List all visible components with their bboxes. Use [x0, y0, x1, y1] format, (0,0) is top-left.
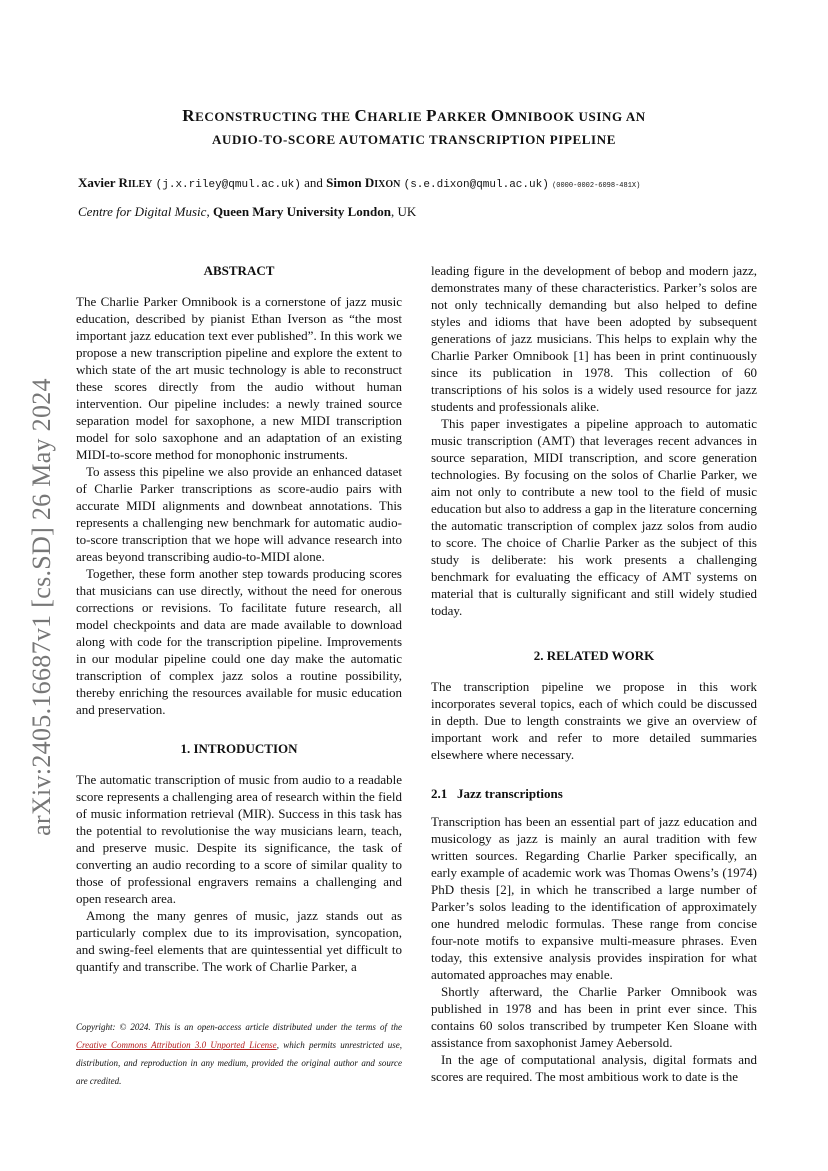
- title-line-1: RECONSTRUCTING THE CHARLIE PARKER OMNIBOOK USING AN: [182, 106, 646, 125]
- author-1-name: Xavier RILEY: [78, 175, 153, 190]
- arxiv-stamp-text: arXiv:2405.16687v1 [cs.SD] 26 May 2024: [27, 378, 57, 836]
- related-work-paragraph-1: The transcription pipeline we propose in this work incorporates several topics, each of which could be discussed in depth. Due to length constraints we give an overview of important work and refer to more detailed summaries elsewhere where necessary.: [431, 679, 757, 762]
- arxiv-stamp: [22, 357, 62, 857]
- jazz-transcriptions-heading: 2.1 Jazz transcriptions: [431, 786, 563, 801]
- introduction-heading: 1. INTRODUCTION: [180, 741, 298, 756]
- paper-title: [76, 104, 752, 151]
- license-link[interactable]: Creative Commons Attribution 3.0 Unported License: [76, 1040, 277, 1050]
- abstract-paragraph-2: To assess this pipeline we also provide an enhanced dataset of Charlie Parker transcriptions as score-audio pairs with accurate MIDI alignments and downbeat annotations. This represents a challenging new benchmark for automatic audio-to-score transcription that we hope will advance research into areas beyond transcribing audio-to-MIDI alone.: [76, 464, 402, 564]
- affiliation: Centre for Digital Music, Queen Mary University London, UK: [78, 204, 417, 219]
- intro-paragraph-1: The automatic transcription of music from audio to a readable score represents a challenging area of research within the field of music information retrieval (MIR). Success in this task has the potential to revolutionise the way musicians learn, teach, and preserve music. Despite its significance, the task of converting an audio recording to a score of similar quality to those of professional engravers remains a challenging and open research area.: [76, 772, 402, 906]
- author-1-email[interactable]: (j.x.riley@qmul.ac.uk): [155, 179, 301, 191]
- left-column: [76, 262, 402, 975]
- intro-paragraph-2: Among the many genres of music, jazz stands out as particularly complex due to its improvisation, syncopation, and swing-feel elements that are quintessential yet difficult to quantify and transcribe. The work of Charlie Parker, a: [76, 908, 402, 974]
- abstract-heading: ABSTRACT: [203, 263, 275, 278]
- affiliation-university: Queen Mary University London: [212, 204, 391, 219]
- right-column: [431, 262, 757, 1085]
- affiliation-dept: Centre for Digital Music: [78, 204, 207, 219]
- intro-paragraph-2-continued: leading figure in the development of bebop and modern jazz, demonstrates many of these characteristics. Parker’s solos are not only technically demanding but also helped to define styles and idioms that have been adopted by subsequent generations of jazz musicians. This helps to explain why the Charlie Parker Omnibook [1] has been in print continuously since its publication in 1978. This collection of 60 transcriptions of his solos is a widely used resource for jazz students and professionals alike.: [431, 263, 757, 414]
- abstract-paragraph-3: Together, these form another step towards producing scores that musicians can use directly, without the need for onerous corrections or revisions. To facilitate future research, all model checkpoints and data are made available to download along with code for the transcription pipeline. Improvements in our modular pipeline could one day make the automatic transcription of complex jazz solos a routine possibility, thereby enriching the resources available for music education and preservation.: [76, 566, 402, 717]
- jazz-transcriptions-paragraph-2: Shortly afterward, the Charlie Parker Omnibook was published in 1978 and has been in print ever since. This contains 60 solos transcribed by trumpeter Ken Sloane with assistance from saxophonist Jamey Aebersold.: [431, 984, 757, 1050]
- copyright-notice: Copyright: © 2024. This is an open-access article distributed under the terms of the Creative Commons Attribution 3.0 Unported License, which permits unrestricted use, distribution, and reproduction in any medium, provided the original author and source are credited.: [76, 1022, 402, 1086]
- author-2-orcid[interactable]: (0000-0002-6098-481X): [552, 182, 641, 190]
- author-2-email[interactable]: (s.e.dixon@qmul.ac.uk): [403, 179, 549, 191]
- intro-paragraph-3: This paper investigates a pipeline approach to automatic music transcription (AMT) that leverages recent advances in source separation, MIDI transcription, and score generation technologies. By focusing on the solos of Charlie Parker, we aim not only to contribute a new tool to the field of music education but also to address a gap in the literature concerning the automatic transcription of complex jazz solos from audio to score. The choice of Charlie Parker as the subject of this study is deliberate: his work presents a challenging benchmark for evaluating the efficacy of AMT systems on material that is culturally significant and still widely studied today.: [431, 416, 757, 618]
- jazz-transcriptions-paragraph-1: Transcription has been an essential part of jazz education and musicology as jazz is mainly an aural tradition with few written sources. Regarding Charlie Parker specifically, an early example of academic work was Thomas Owens’s (1974) PhD thesis [2], in which he transcribed a large number of Parker’s solos leading to the identification of approximately one hundred melodic formulas. These range from concise four-note motifs to expansive multi-measure phrases. Even today, this extensive analysis provides inspiration for what automated approaches may enable.: [431, 814, 757, 982]
- author-line: Xavier RILEY (j.x.riley@qmul.ac.uk) and Simon DIXON (s.e.dixon@qmul.ac.uk) (0000-0002-6098-481X): [78, 175, 641, 191]
- author-2-name: Simon DIXON: [326, 175, 401, 190]
- jazz-transcriptions-paragraph-3: In the age of computational analysis, digital formats and scores are required. The most ambitious work to date is the: [431, 1052, 757, 1084]
- related-work-heading: 2. RELATED WORK: [533, 648, 655, 663]
- title-line-2: AUDIO-TO-SCORE AUTOMATIC TRANSCRIPTION PIPELINE: [212, 132, 616, 147]
- abstract-paragraph-1: The Charlie Parker Omnibook is a cornerstone of jazz music education, described by pianist Ethan Iverson as “the most important jazz education text ever published”. In this work we propose a new transcription pipeline and explore the extent to which state of the art music technology is able to reconstruct these scores directly from the audio without human intervention. Our pipeline includes: a newly trained source separation model for saxophone, a new MIDI transcription model for solo saxophone and an adaptation of an existing MIDI-to-score method for monophonic instruments.: [76, 294, 402, 462]
